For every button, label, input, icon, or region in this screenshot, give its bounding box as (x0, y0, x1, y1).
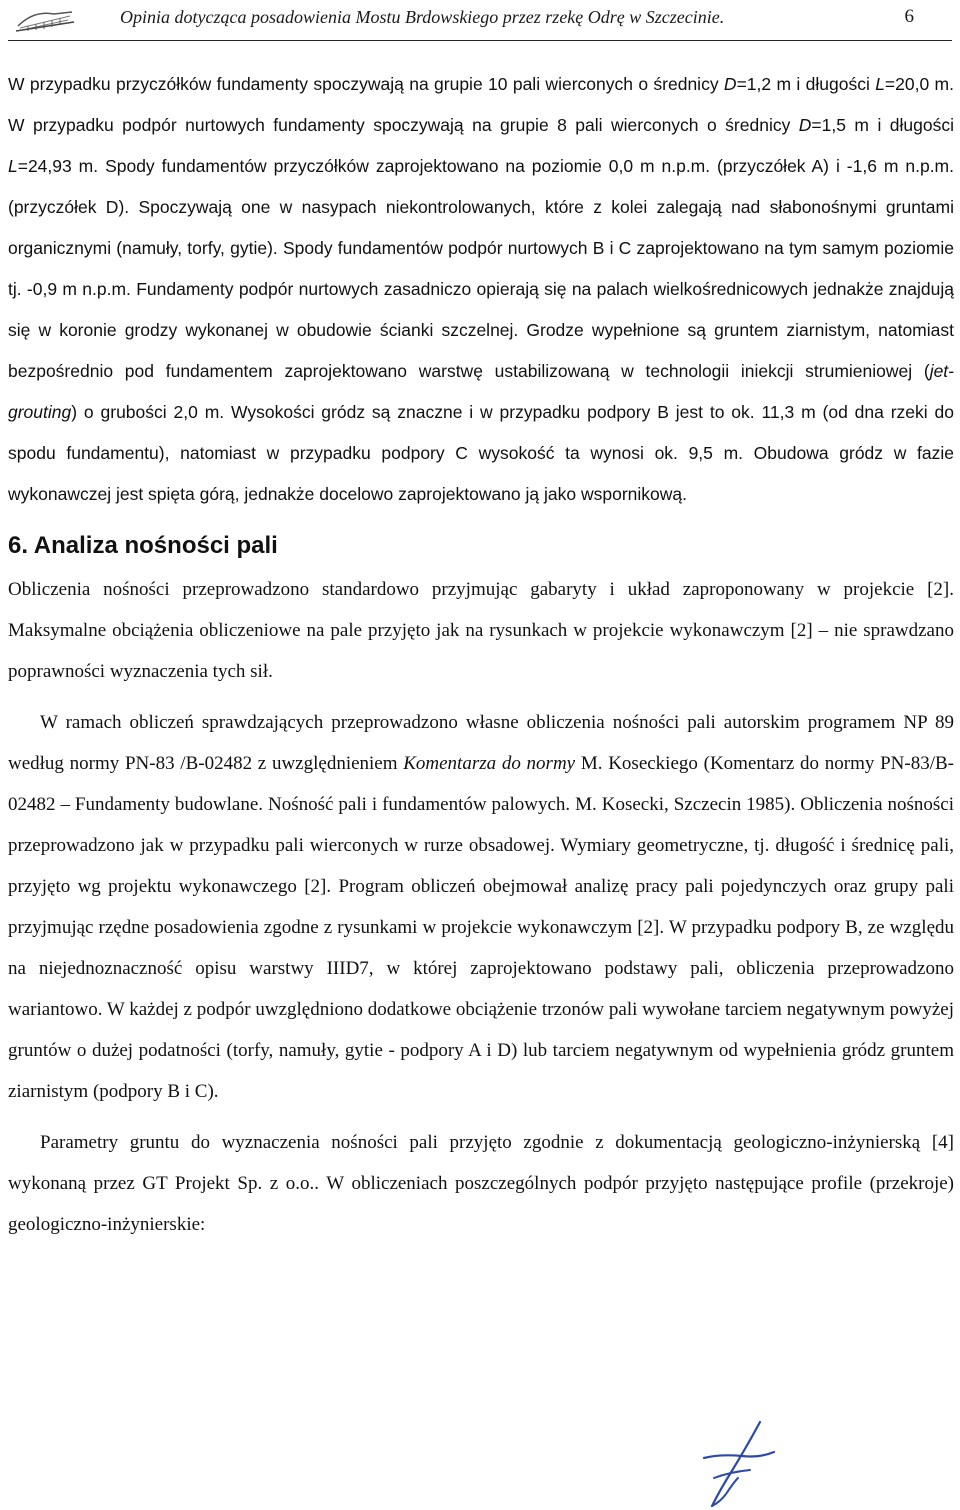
section-heading (8, 529, 954, 563)
text-run: =1,2 m i długości (736, 74, 876, 94)
bridge-logo-icon (14, 4, 76, 34)
paragraph-calculations-intro (8, 569, 954, 692)
paragraph-calculations-method (8, 702, 954, 1112)
section-title: Analiza nośności pali (33, 532, 278, 559)
italic-run: D (798, 115, 812, 135)
paragraph-soil-parameters (8, 1122, 954, 1245)
page-number: 6 (904, 6, 914, 27)
italic-run: D (723, 74, 737, 94)
text-run: Parametry gruntu do wyznaczenia nośności pali przyjęto zgodnie z dokumentacją geologiczno-inżynierską [4] wykonaną przez GT Projekt Sp. z o.o.. W obliczeniach poszczególnych podpór przyjęto następujące profile (przekroje) geologiczno-inżynierskie: (8, 1132, 954, 1235)
text-run: =20,0 m. (884, 74, 954, 94)
text-run: W przypadku przyczółków fundamenty spoczywają na grupie 10 pali wierconych o średnicy (8, 74, 724, 94)
text-run: Obliczenia nośności przeprowadzono standardowo przyjmując gabaryty i układ zaproponowany w projekcie [2]. Maksymalne obciążenia obliczeniowe na pale przyjęto jak na rysunkach w projekcie wykonawczym [2] – nie sprawdzano poprawności wyznaczenia tych sił. (8, 579, 954, 682)
text-run: W przypadku podpór nurtowych fundamenty spoczywają na grupie 8 pali wierconych o średnicy (8, 115, 799, 135)
text-run: =24,93 m. (17, 156, 106, 176)
document-body (8, 64, 954, 1245)
text-run: Spody fundamentów przyczółków zaprojektowano na poziomie 0,0 m n.p.m. (przyczółek A) i -1,6 m n.p.m. (przyczółek D). Spoczywają one w nasypach niekontrolowanych, które z kolei zalegają nad słabonośnymi gruntami organicznymi (namuły, torfy, gytie). Spody fundamentów podpór nurtowych B i C zaprojektowano na tym samym poziomie tj. -0,9 m n.p.m. (8, 156, 954, 299)
text-run: =1,5 m i długości (811, 115, 954, 135)
text-run: ) o grubości 2,0 m. Wysokości gródz są znaczne i w przypadku podpory B jest to ok. 11,3 m (od dna rzeki do spodu fundamentu), natomiast w przypadku podpory C wysokość ta wynosi ok. 9,5 m. Obudowa gródz w fazie wykonawczej jest spięta górą, jednakże docelowo zaprojektowano ją jako wspornikową. (8, 402, 954, 504)
section-number: 6. (8, 532, 29, 559)
italic-run: Komentarza do normy (403, 753, 576, 774)
text-run: W ramach obliczeń sprawdzających przeprowadzono własne obliczenia nośności pali autorskim programem NP 89 według normy PN-83 /B-02482 z uwzględnieniem (8, 712, 954, 774)
document-title: Opinia dotycząca posadowienia Mostu Brdowskiego przez rzekę Odrę w Szczecinie. (120, 7, 725, 27)
text-run: Fundamenty podpór nurtowych zasadniczo opierają się na palach wielkośrednicowych jednakże znajdują się w koronie grodzy wykonanej w obudowie ścianki szczelnej. Grodze wypełnione są gruntem ziarnistym, natomiast bezpośrednio pod fundamentem zaprojektowano warstwę ustabilizowaną w technologii iniekcji strumieniowej ( (8, 279, 954, 381)
page-header (8, 0, 952, 41)
italic-run: L (875, 74, 885, 94)
italic-run: L (8, 156, 18, 176)
italic-run: jet-grouting (8, 361, 954, 422)
text-run: M. Koseckiego (Komentarz do normy PN-83/B-02482 – Fundamenty budowlane. Nośność pali i fundamentów palowych. M. Kosecki, Szczecin 1985). Obliczenia nośności przeprowadzono jak w przypadku pali wierconych w rurze obsadowej. Wymiary geometryczne, tj. długość i średnicę pali, przyjęto wg projektu wykonawczego [2]. Program obliczeń obejmował analizę pracy pali pojedynczych oraz grupy pali przyjmując rzędne posadowienia zgodne z rysunkami w projekcie wykonawczym [2]. W przypadku podpory B, ze względu na niejednoznaczność opisu warstwy IIID7, w której zaprojektowano podstawy pali, obliczenia przeprowadzono wariantowo. W każdej z podpór uwzględniono dodatkowe obciążenie trzonów pali wywołane tarciem negatywnym powyżej gruntów o dużej podatności (torfy, namuły, gytie - podpory A i D) lub tarciem negatywnym od wypełnienia gródz gruntem ziarnistym (podpory B i C). (8, 753, 954, 1102)
paragraph-foundations (8, 64, 954, 515)
handwritten-signature-icon (690, 1418, 790, 1510)
